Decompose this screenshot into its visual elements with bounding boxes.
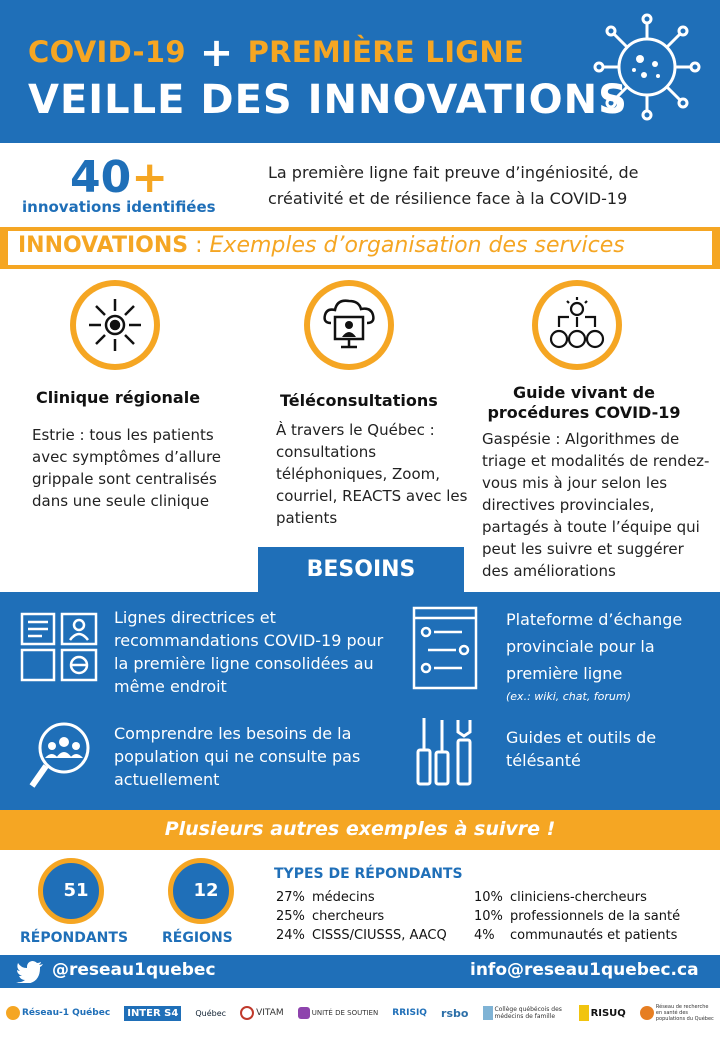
innovation-count: 40+ (70, 152, 169, 203)
population-search-icon (28, 718, 94, 792)
teleconsultation-icon (304, 280, 394, 370)
page-title: VEILLE DES INNOVATIONS (28, 77, 628, 123)
regions-ring (168, 858, 234, 924)
guidelines-icon (20, 612, 100, 684)
title-plus: + (199, 30, 234, 76)
platform-icon (412, 606, 478, 690)
respondents-ring (38, 858, 104, 924)
card-text-clinique: Estrie : tous les patients avec symptômes d’allure grippale sont centralisés dans une seule clinique (32, 426, 222, 510)
title-covid: COVID-19 (28, 35, 186, 69)
intro-text: La première ligne fait preuve d’ingéniosité, de créativité et de résilience face à la COVID-19 (268, 163, 639, 208)
need-population: Comprendre les besoins de la population qui ne consulte pas actuellement (114, 724, 361, 789)
respondent-type-row: 4% communautés et patients (474, 928, 678, 943)
twitter-icon (16, 961, 44, 983)
respondent-type-row: 10% cliniciens-chercheurs (474, 890, 647, 905)
need-guidelines: Lignes directrices et recommandations COVID-19 pour la première ligne consolidées au même endroit (114, 608, 384, 696)
innovation-count-label: innovations identifiées (22, 198, 216, 216)
twitter-link[interactable]: @reseau1quebec (52, 960, 216, 980)
logo-reseau1: Réseau-1 Québec (6, 1006, 110, 1020)
logo-vitam: VITAM (240, 1006, 284, 1020)
need-platform-examples: (ex.: wiki, chat, forum) (506, 690, 631, 703)
regions-label: RÉGIONS (162, 930, 233, 946)
email-link[interactable]: info@reseau1quebec.ca (470, 960, 699, 980)
logo-unite-soutien: UNITÉ DE SOUTIEN (298, 1007, 378, 1019)
card-title-teleconsultations: Téléconsultations (280, 391, 438, 410)
besoins-title: BESOINS (306, 557, 416, 582)
respondent-type-row: 24% CISSS/CIUSSS, AACQ (276, 928, 447, 943)
regional-clinic-icon (70, 280, 160, 370)
logo-risuq: RISUQ (579, 1005, 626, 1021)
logo-rrisiq: RRISIQ (392, 1008, 427, 1018)
logo-quebec: Québec (195, 1008, 227, 1018)
respondents-label: RÉPONDANTS (20, 930, 129, 946)
respondent-types-title: TYPES DE RÉPONDANTS (274, 866, 463, 882)
innovations-title: INNOVATIONS : Exemples d’organisation des services (18, 233, 625, 258)
card-title-guide: Guide vivant de procédures COVID-19 (487, 383, 681, 422)
logo-cqmf: Collège québécois des médecins de famille (483, 1006, 565, 1020)
title-premiere-ligne: PREMIÈRE LIGNE (247, 35, 525, 69)
need-telehealth: Guides et outils de télésanté (506, 728, 657, 770)
tools-icon (412, 716, 478, 788)
title-line-1 (28, 30, 524, 76)
logo-rsbo: rsbo (441, 1006, 469, 1020)
need-platform: Plateforme d’échange provinciale pour la première ligne (506, 610, 683, 683)
more-examples-text: Plusieurs autres exemples à suivre ! (164, 818, 556, 840)
card-text-teleconsultations: À travers le Québec : consultations téléphoniques, Zoom, courriel, REACTS avec les patients (276, 421, 468, 527)
living-guide-icon (532, 280, 622, 370)
respondents-count: 51 (63, 880, 89, 901)
logo-inters4: INTER S4 (124, 1006, 181, 1021)
regions-count: 12 (193, 880, 219, 901)
respondent-type-row: 27% médecins (276, 890, 375, 905)
respondent-type-row: 10% professionnels de la santé (474, 909, 681, 924)
respondent-type-row: 25% chercheurs (276, 909, 385, 924)
partner-logos (6, 993, 714, 1033)
virus-icon (592, 12, 702, 122)
card-title-clinique: Clinique régionale (36, 388, 201, 407)
card-text-guide: Gaspésie : Algorithmes de triage et modalités de rendez-vous mis à jour selon les directives provinciales, partagés à toute l’équipe qui peut les suivre et suggérer des améliorations (482, 430, 710, 580)
logo-rrspq: Réseau de recherche en santé des populations du Québec (640, 1004, 714, 1022)
